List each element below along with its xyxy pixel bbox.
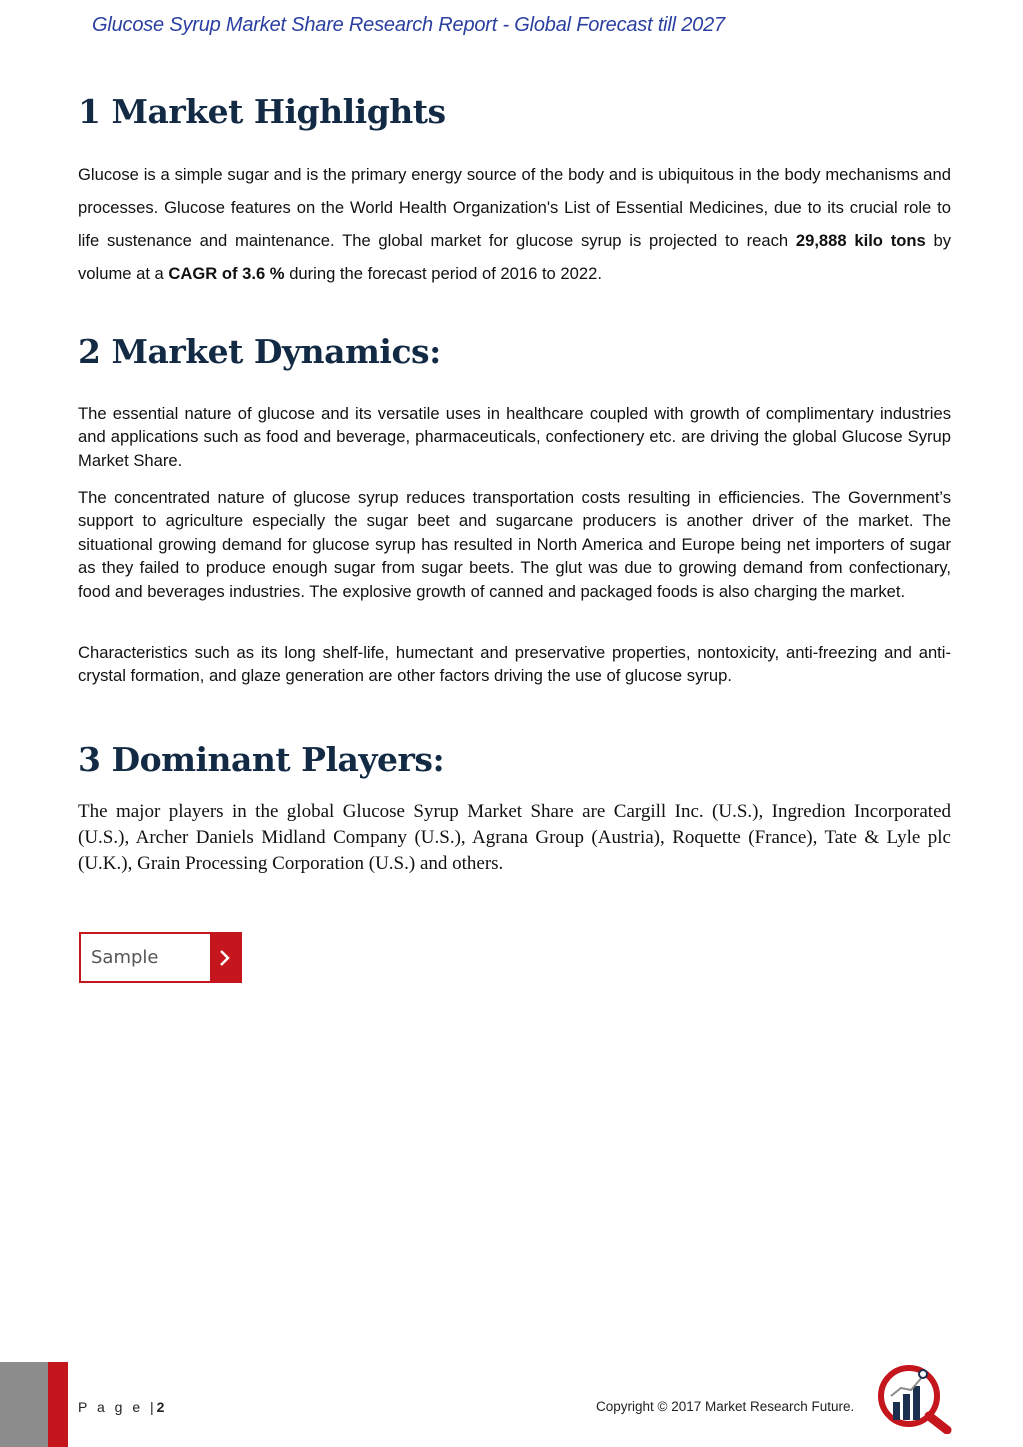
volume-figure: 29,888 kilo tons [795, 231, 926, 250]
cagr-figure: CAGR of 3.6 % [168, 264, 285, 283]
footer-grey-bar [0, 1362, 48, 1447]
page-number [78, 1399, 164, 1415]
market-highlights-paragraph [78, 158, 951, 290]
market-dynamics-paragraph-1: The essential nature of glucose and its versatile uses in healthcare coupled with growth of complimentary industries and applications such as food and beverage, pharmaceuticals, confectionery etc. are driving the global Glucose Syrup Market Share. [78, 404, 951, 470]
copyright-text: Copyright © 2017 Market Research Future. [596, 1399, 855, 1414]
sample-button[interactable] [79, 932, 242, 983]
page-prefix: P a g e | [78, 1399, 157, 1415]
sample-button-label: Sample [91, 947, 159, 968]
company-logo [873, 1362, 953, 1434]
paragraph-text: by volume at a [78, 231, 951, 283]
paragraph-text: Glucose is a simple sugar and is the primary energy source of the body and is ubiquitous in the body mechanisms and processes. Glucose features on the World Health Organization's List of Essential Medicines, due to its crucial role to life sustenance and maintenance. The global market for glucose syrup is projected to reach [78, 165, 951, 250]
market-dynamics-paragraph-3: Characteristics such as its long shelf-life, humectant and preservative properties, nontoxicity, anti-freezing and anti-crystal formation, and glaze generation are other factors driving the use of glucose syrup. [78, 643, 951, 686]
report-title-header: Glucose Syrup Market Share Research Report - Global Forecast till 2027 [92, 14, 725, 36]
market-dynamics-paragraph-2: The concentrated nature of glucose syrup reduces transportation costs resulting in efficiencies. The Government’s support to agriculture especially the sugar beet and sugarcane producers is another driver of the market. The situational growing demand for glucose syrup has resulted in North America and Europe being net importers of sugar as they failed to produce enough sugar from sugar beets. The glut was due to growing demand from confectionary, food and beverages industries. The explosive growth of canned and packaged foods is also charging the market. [78, 488, 951, 601]
footer-red-bar [48, 1362, 68, 1447]
paragraph-text: during the forecast period of 2016 to 2022. [284, 264, 602, 283]
section-heading-dominant-players: 3 Dominant Players: [78, 740, 445, 779]
chevron-right-icon [210, 934, 240, 981]
dominant-players-paragraph: The major players in the global Glucose Syrup Market Share are Cargill Inc. (U.S.), Ingredion Incorporated (U.S.), Archer Daniels Midland Company (U.S.), Agrana Group (Austria), Roquette (France), Tate & Lyle plc (U.K.), Grain Processing Corporation (U.S.) and others. [78, 801, 951, 874]
page-number-value: 2 [156, 1399, 165, 1415]
section-heading-market-highlights: 1 Market Highlights [78, 92, 446, 131]
section-heading-market-dynamics: 2 Market Dynamics: [78, 332, 441, 371]
